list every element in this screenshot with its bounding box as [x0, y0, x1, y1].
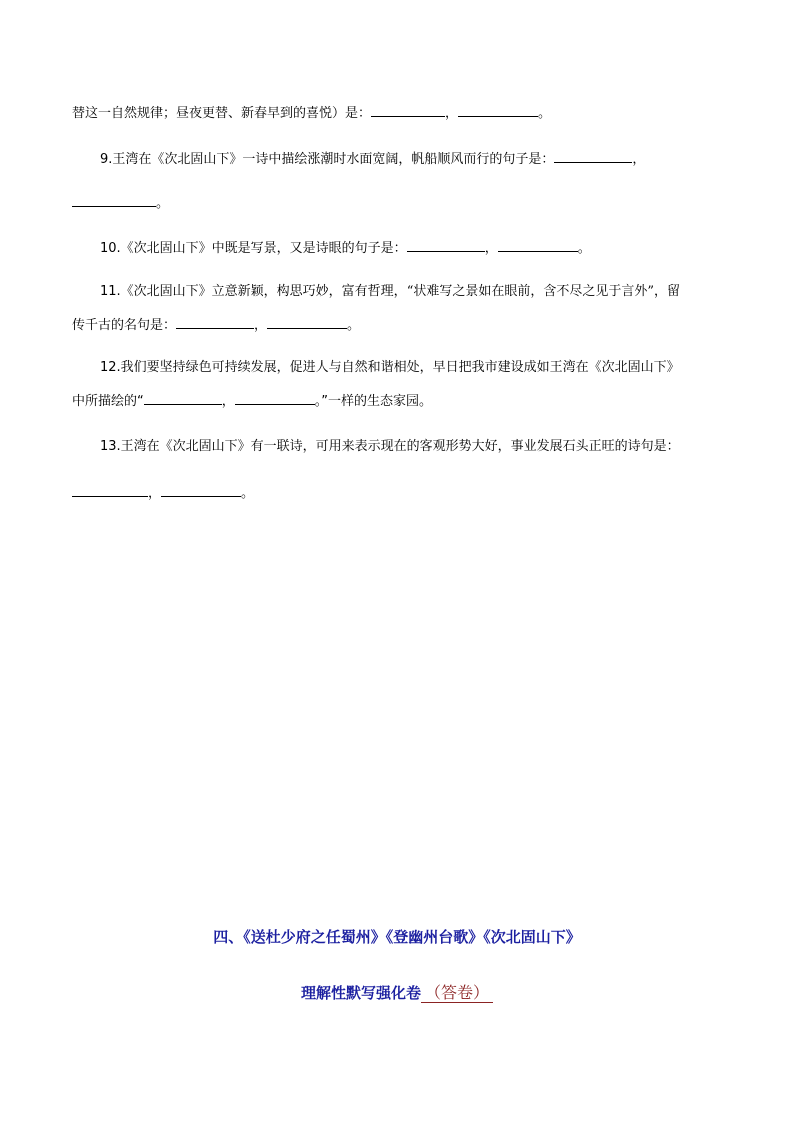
section-title: 四、《送杜少府之任蜀州》《登幽州台歌》《次北固山下》	[213, 928, 581, 946]
question-13	[100, 438, 680, 456]
answer-blank[interactable]	[72, 193, 156, 207]
q8-continuation: 替这一自然规律；昼夜更替、新春早到的喜悦）是： ， 。	[72, 103, 551, 123]
question-12	[100, 359, 680, 377]
question-9-line2: 。	[72, 193, 169, 213]
question-11: 11.《次北固山下》立意新颖，构思巧妙，富有哲理，“状难写之景如在眼前，含不尽之见于言外”，留	[100, 284, 680, 299]
q13-text: 13.王湾在《次北固山下》有一联诗，可用来表示现在的客观形势大好，事业发展石头正旺的诗句是：	[100, 439, 680, 454]
answer-tag: （答卷）	[421, 983, 493, 1003]
answer-blank[interactable]	[144, 391, 222, 405]
answer-blank[interactable]	[554, 149, 632, 163]
question-12-line2: 中所描绘的“ ， 。”一样的生态家园。	[72, 391, 432, 411]
answer-blank[interactable]	[235, 391, 315, 405]
question-13-line2: ， 。	[72, 483, 254, 503]
question-11-line2: 传千古的名句是： ， 。	[72, 315, 360, 335]
q8-text: 替这一自然规律；昼夜更替、新春早到的喜悦）是：	[72, 106, 372, 121]
answer-blank[interactable]	[371, 103, 445, 117]
question-10: 10.《次北固山下》中既是写景，又是诗眼的句子是： ， 。	[100, 238, 591, 258]
answer-blank[interactable]	[176, 315, 254, 329]
section-subtitle	[0, 980, 794, 1003]
q9-text: 9.王湾在《次北固山下》一诗中描绘涨潮时水面宽阔，帆船顺风而行的句子是：	[100, 152, 555, 167]
answer-blank[interactable]	[72, 483, 148, 497]
answer-blank[interactable]	[498, 238, 578, 252]
subtitle-text: 理解性默写强化卷	[300, 984, 421, 1002]
answer-blank[interactable]	[458, 103, 538, 117]
q10-text: 10.《次北固山下》中既是写景，又是诗眼的句子是：	[100, 241, 407, 256]
q11-text: 11.《次北固山下》立意新颖，构思巧妙，富有哲理，	[100, 284, 407, 299]
q12-text: 12.我们要坚持绿色可持续发展，促进人与自然和谐相处，早日把我市建设成如王湾在《次北固山下》	[100, 360, 680, 375]
answer-blank[interactable]	[407, 238, 485, 252]
answer-blank[interactable]	[267, 315, 347, 329]
question-9: 9.王湾在《次北固山下》一诗中描绘涨潮时水面宽阔，帆船顺风而行的句子是： ，	[100, 149, 645, 169]
answer-blank[interactable]	[161, 483, 241, 497]
q11-quote: “状难写之景如在眼前，含不尽之见于言外”	[406, 284, 654, 299]
